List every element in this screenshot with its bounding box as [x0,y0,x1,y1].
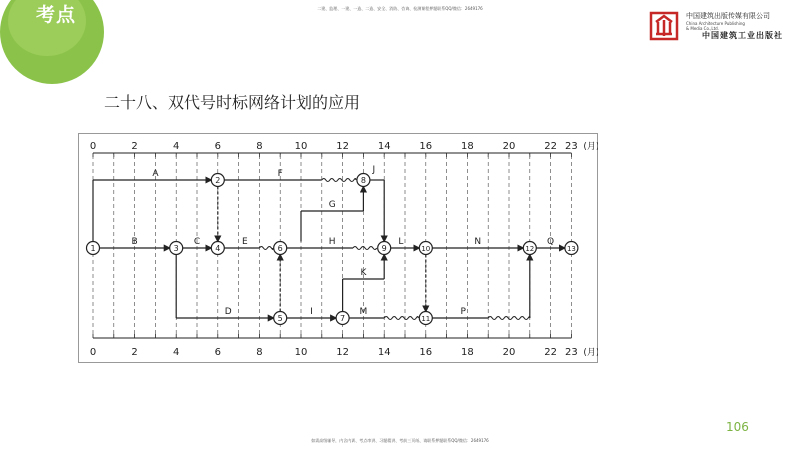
node-label-7: 7 [340,314,346,323]
node-label-3: 3 [173,244,179,253]
activity-e-float-wave [259,247,272,250]
node-label-8: 8 [360,176,366,185]
activity-label-b: B [131,237,138,247]
node-label-12: 12 [525,245,535,253]
activity-label-d: D [224,307,232,317]
time-label-top: 0 [89,141,97,152]
activity-label-a: A [152,169,159,179]
node-label-1: 1 [90,244,96,253]
activity-label-f: F [277,169,283,179]
time-label-bottom: 4 [173,347,180,358]
node-label-11: 11 [421,315,431,323]
publisher-name-cn: 中国建筑出版传媒有限公司 [686,12,770,20]
time-label-bottom: 23 [565,347,578,358]
network-diagram [78,133,598,363]
time-label-bottom: 20 [502,347,516,358]
time-label-bottom: 12 [336,347,349,358]
time-label-top: 16 [419,141,433,152]
unit-label-bottom: (月) [583,348,598,358]
activity-label-e: E [241,237,248,247]
node-label-4: 4 [215,244,221,253]
time-label-top: 10 [294,141,308,152]
publisher-logo [648,10,798,50]
activity-label-n: N [474,237,482,247]
time-label-bottom: 6 [214,347,221,358]
time-label-top: 23 [565,141,578,152]
activity-h-float-wave [353,247,377,250]
time-label-bottom: 10 [294,347,308,358]
slide-title: 二十八、双代号时标网络计划的应用 [104,93,361,112]
time-label-top: 22 [544,141,557,152]
publisher-emblem-icon [648,10,682,44]
activity-label-m: M [359,307,368,317]
time-label-bottom: 2 [131,347,138,358]
bottom-note: 如需高级辅导，内含内训、考点串讲、习题精讲、考前三页纸、请联系押题联系QQ/微信：2649176 [311,438,489,443]
time-label-bottom: 22 [544,347,557,358]
node-label-10: 10 [421,245,431,253]
time-label-top: 14 [377,141,391,152]
publisher-name-calligraphy: 中国建筑工业出版社 [702,30,783,40]
activity-f-float-wave [322,179,356,182]
activity-label-l: L [398,237,404,247]
time-label-top: 8 [256,141,263,152]
time-label-bottom: 8 [256,347,263,358]
time-label-bottom: 18 [461,347,474,358]
badge-label: 考点 [36,4,77,26]
time-label-bottom: 16 [419,347,433,358]
time-label-top: 18 [461,141,474,152]
top-note: 二建、监理、一建、一造、二造、安全、消防、咨询、检测课程押题联系QQ/微信：2649176 [317,6,483,11]
activity-label-q: Q [547,237,555,247]
node-label-2: 2 [215,176,221,185]
unit-label-top: (月) [583,142,598,152]
time-label-top: 4 [173,141,180,152]
time-label-bottom: 14 [377,347,391,358]
node-label-9: 9 [381,244,387,253]
time-label-top: 12 [336,141,349,152]
time-label-top: 20 [502,141,516,152]
time-label-top: 2 [131,141,138,152]
activity-m-float-wave [384,317,418,320]
activity-label-j: J [372,165,376,175]
activity-label-k: K [360,268,367,278]
time-label-bottom: 0 [89,347,97,358]
time-label-top: 6 [214,141,221,152]
activity-label-p: P [460,307,466,317]
activity-label-i: I [310,307,313,317]
page-number: 106 [726,420,749,434]
publisher-name-en: China Architecture Publishing & Media Co.,Ltd. [686,21,745,31]
badge [0,0,104,84]
activity-label-c: C [193,237,201,247]
node-label-13: 13 [566,245,576,253]
node-label-5: 5 [277,314,283,323]
activity-label-h: H [328,237,336,247]
node-label-6: 6 [277,244,283,253]
activity-label-g: G [328,200,336,210]
